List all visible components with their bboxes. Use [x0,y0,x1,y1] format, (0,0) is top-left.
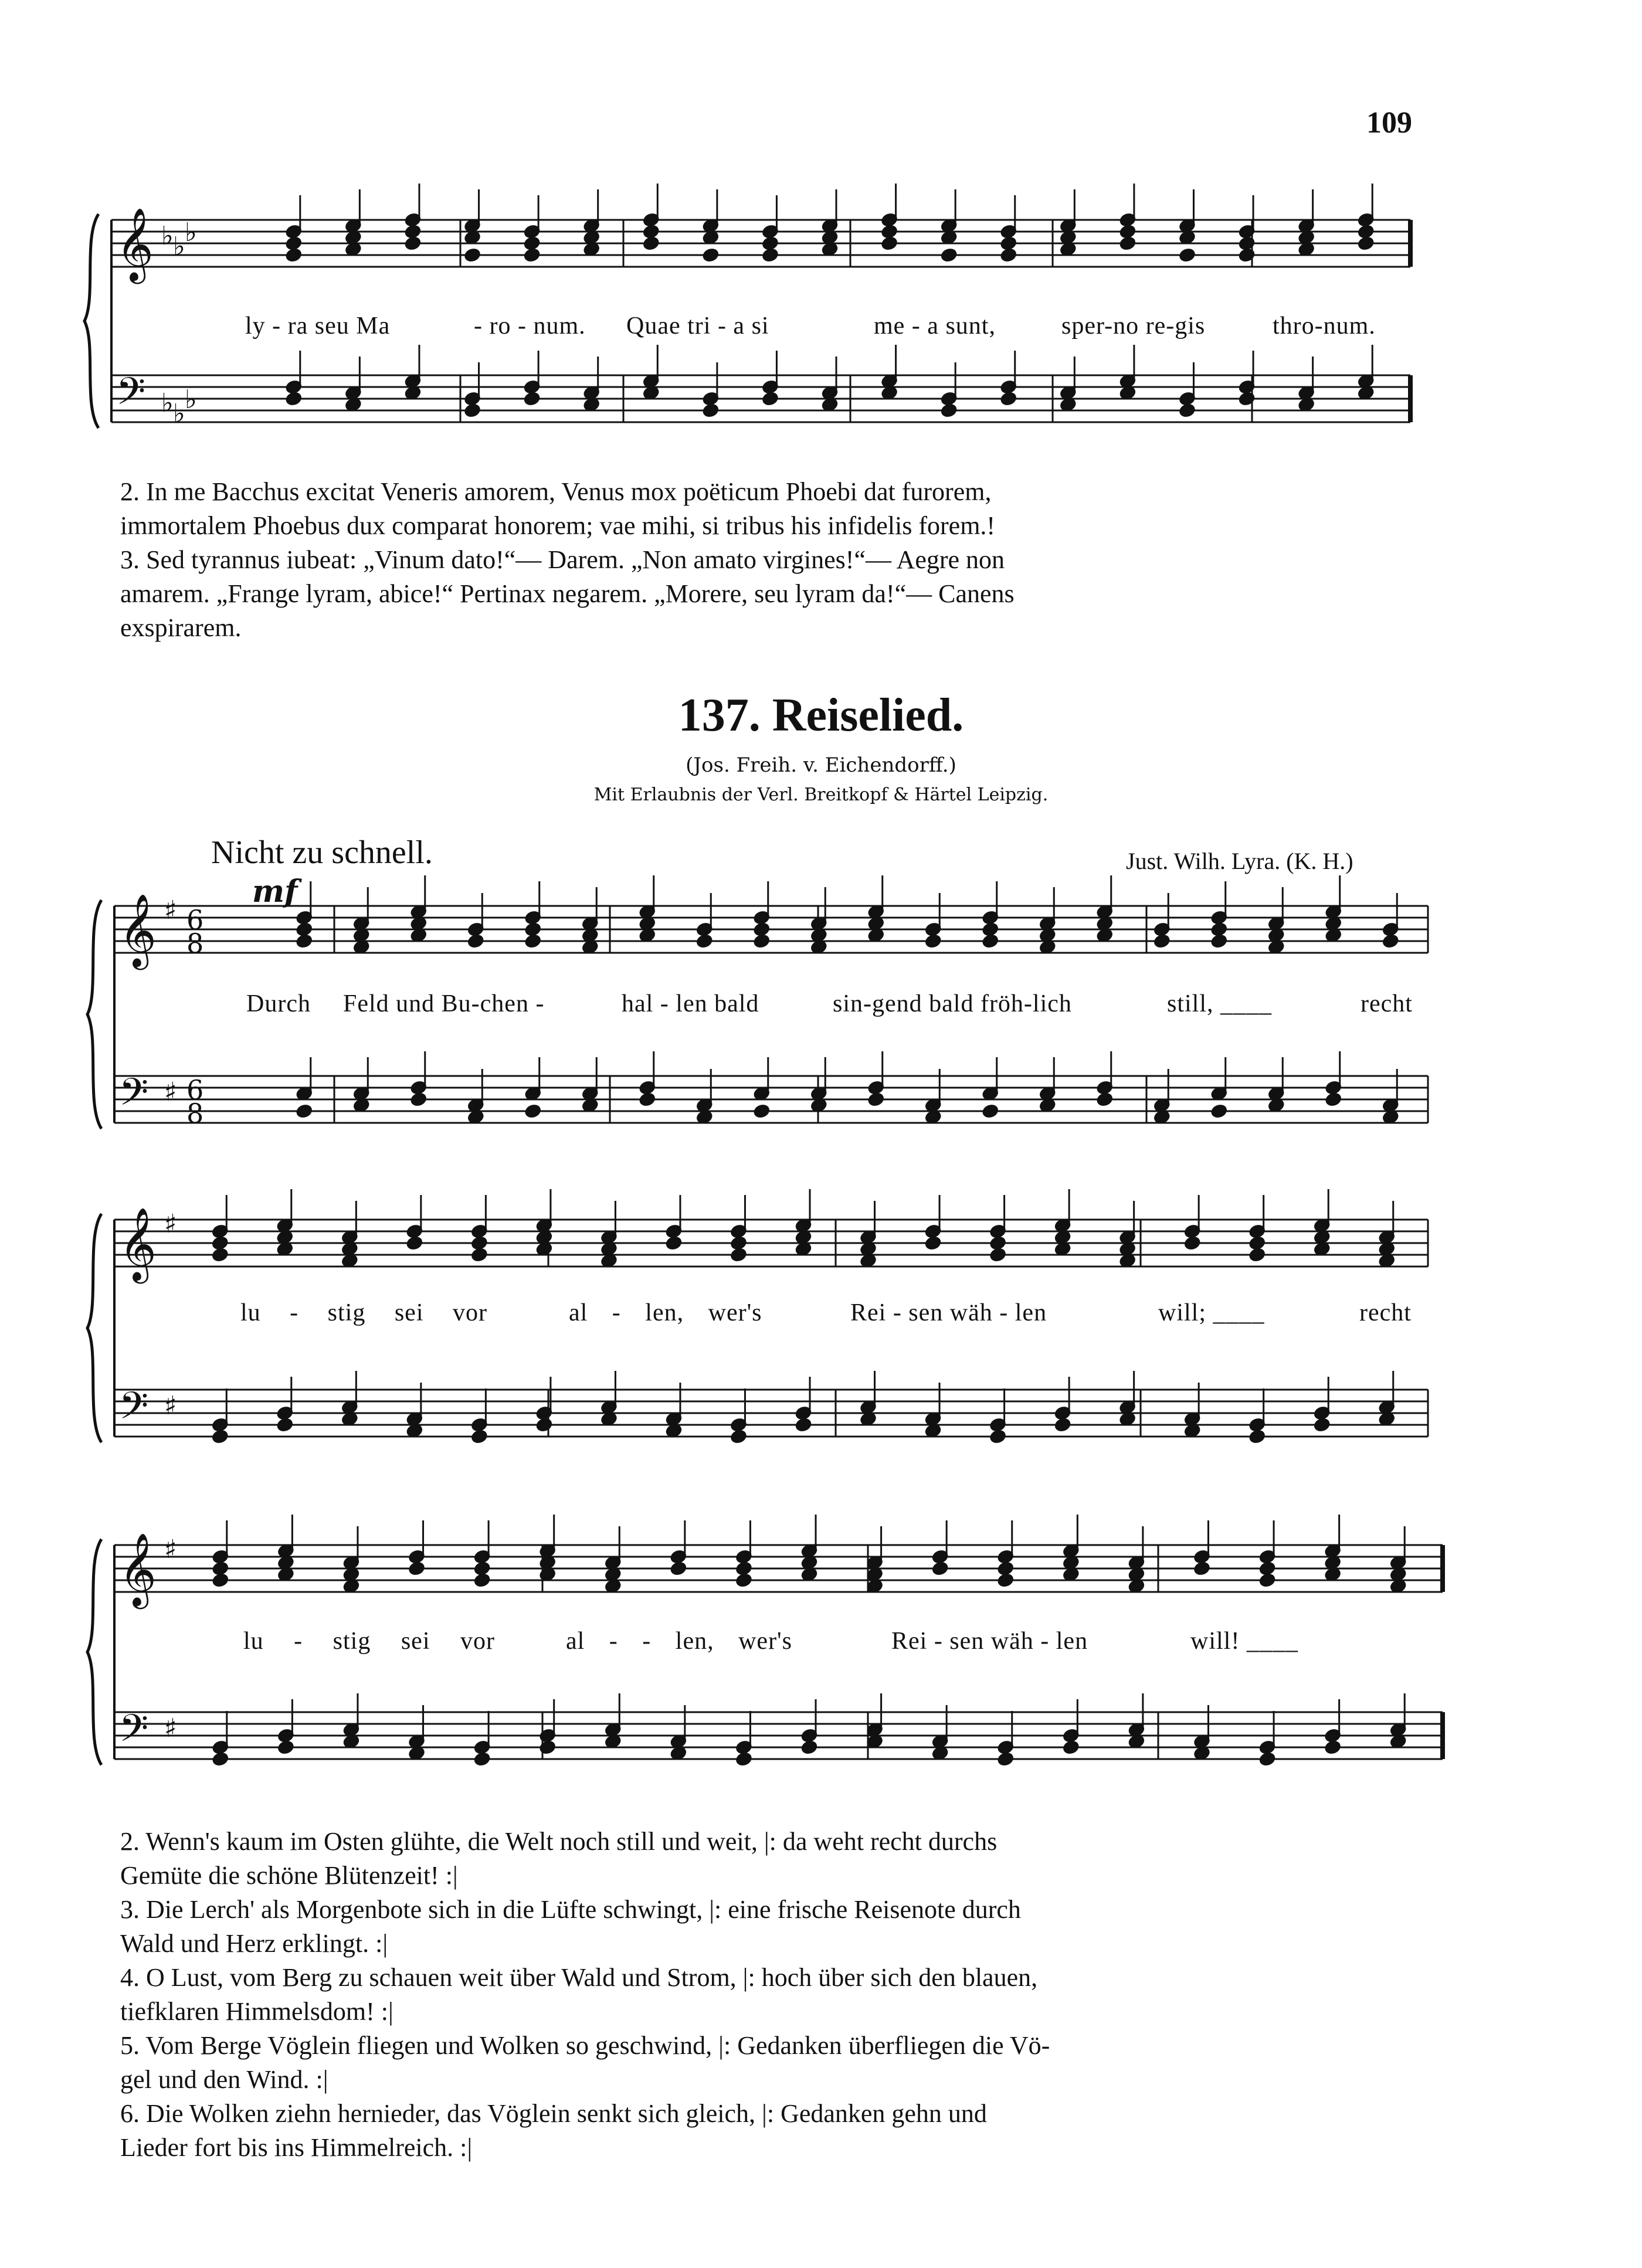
brace [87,900,101,1129]
lyric-prev-3: Quae tri - a si [626,313,769,339]
notehead [1249,1247,1266,1262]
brace [87,1539,101,1765]
notehead [471,1235,488,1250]
notehead [1096,1092,1113,1106]
lyric-prev-2: - ro - num. [474,313,586,339]
lyric-s2-1: lu - stig sei vor [240,1299,487,1326]
prev-verse-line-5: exspirarem. [120,613,242,642]
lyric-s3-1: lu - stig sei vor [243,1628,495,1655]
notehead [1184,1235,1201,1250]
notehead [296,922,313,936]
notehead [1324,1740,1341,1754]
notehead [212,1429,229,1444]
notehead [753,1104,770,1118]
key-flat: ♭ [185,385,197,415]
verse-line-1: 2. Wenn's kaum im Osten glühte, die Welt noch still und weit, |: da weht recht durchs [120,1827,998,1856]
notehead [881,224,898,239]
notehead [1259,1751,1276,1766]
key-sharp: ♯ [164,1534,177,1564]
song-poet: (Jos. Freih. v. Eichendorff.) [686,753,956,777]
notehead [296,1104,313,1118]
notehead [474,1561,491,1576]
notehead [1358,236,1375,250]
lyric-s3-4: will! ____ [1190,1628,1298,1655]
key-sharp: ♯ [164,1209,177,1239]
lyric-s1-3: hal - len bald [622,990,759,1017]
notehead [762,236,779,250]
bass-clef: 𝄢 [119,1071,149,1123]
key-flat: ♭ [173,399,185,429]
notehead [932,1561,949,1576]
notehead [730,1247,747,1262]
notehead [762,391,779,406]
notehead [795,1417,812,1432]
notehead [735,1751,752,1766]
notehead [989,1235,1006,1250]
notehead [405,224,422,239]
notehead [1179,247,1196,262]
key-flat: ♭ [161,221,174,251]
notehead [925,933,942,948]
notehead [989,1247,1006,1262]
notehead [467,933,484,948]
key-sharp: ♯ [164,895,177,925]
key-sharp: ♯ [164,1077,177,1107]
notehead [941,403,958,417]
notehead [941,247,958,262]
prev-verse-line-2: immortalem Phoebus dux comparat honorem; vae mihi, si tribus his infidelis forem.! [120,511,996,540]
notehead [212,1247,229,1262]
notehead [1249,1429,1266,1444]
key-flat: ♭ [173,232,185,262]
notehead [762,247,779,262]
tempo-marking: Nicht zu schnell. [211,834,433,871]
notehead [212,1751,229,1766]
notehead [276,1417,293,1432]
lyric-s2-5: recht [1359,1299,1412,1326]
treble-clef: 𝄞 [119,1207,157,1281]
prev-verse-line-3: 3. Sed tyrannus iubeat: „Vinum dato!“— Darem. „Non amato virgines!“— Aegre non [120,545,1005,574]
notehead [406,1235,423,1250]
notehead [997,1751,1014,1766]
notehead [212,1573,229,1587]
lyric-s3-3: Rei - sen wäh - len [891,1628,1088,1655]
notehead [735,1573,752,1587]
notehead [464,247,481,262]
notehead [524,1104,541,1118]
notehead [1358,224,1375,239]
notehead [536,1417,553,1432]
notehead [464,403,481,417]
notehead [285,391,302,406]
lyric-s2-2: al - len, wer's [569,1299,762,1326]
notehead [702,403,719,417]
key-flat: ♭ [161,388,174,418]
notehead [410,1092,427,1106]
notehead [1210,1104,1227,1118]
lyric-s1-2: Feld und Bu-chen - [343,990,545,1017]
key-sharp: ♯ [164,1391,177,1421]
song-title: 137. Reiselied. [678,690,964,741]
key-sharp: ♯ [164,1713,177,1743]
notehead [696,933,713,948]
notehead [1325,1092,1342,1106]
notehead [702,247,719,262]
verse-line-2: Gemüte die schöne Blütenzeit! :| [120,1861,458,1890]
notehead [1210,933,1227,948]
song-permission: Mit Erlaubnis der Verl. Breitkopf & Härtel Leipzig. [593,785,1049,805]
treble-clef: 𝄞 [119,894,157,967]
notehead [1000,391,1017,406]
notehead [524,236,541,250]
verse-line-6: tiefklaren Himmelsdom! :| [120,1997,393,2026]
notehead [1179,403,1196,417]
time-denominator: 8 [186,928,204,959]
lyric-prev-5: sper-no re-gis [1061,313,1206,339]
bass-clef: 𝄢 [116,370,146,423]
notehead [735,1561,752,1576]
notehead [524,391,541,406]
notehead [801,1740,818,1754]
lyric-s1-4: sin-gend bald fröh-lich [833,990,1072,1017]
brace [87,1214,101,1442]
notehead [730,1429,747,1444]
notehead [285,247,302,262]
notehead [989,1429,1006,1444]
notehead [524,922,541,936]
page-number: 109 [1366,106,1412,140]
verse-line-3: 3. Die Lerch' als Morgenbote sich in die Lüfte schwingt, |: eine frische Reisenote durch [120,1895,1021,1924]
lyric-s1-6: recht [1361,990,1413,1017]
notehead [471,1429,488,1444]
notehead [1259,1573,1276,1587]
lyric-prev-1: ly - ra seu Ma [245,313,391,339]
notehead [666,1235,683,1250]
notehead [212,1235,229,1250]
notehead [1259,1561,1276,1576]
verse-line-7: 5. Vom Berge Vöglein fliegen und Wolken so geschwind, |: Gedanken überfliegen die Vö- [120,2031,1050,2060]
notehead [997,1573,1014,1587]
notehead [1382,933,1399,948]
notehead [474,1751,491,1766]
notehead [1119,224,1136,239]
notehead [639,1092,656,1106]
notehead [471,1247,488,1262]
composer: Just. Wilh. Lyra. (K. H.) [1126,848,1353,874]
notehead [1249,1235,1266,1250]
brace [84,214,99,428]
notehead [982,922,999,936]
notehead [405,236,422,250]
notehead [1119,236,1136,250]
treble-clef: 𝄞 [116,208,154,281]
verse-line-4: Wald und Herz erklingt. :| [120,1929,388,1958]
notehead [524,933,541,948]
notehead [1000,236,1017,250]
treble-clef: 𝄞 [119,1533,157,1606]
notehead [1063,1740,1080,1754]
verse-line-10: Lieder fort bis ins Himmelreich. :| [120,2133,473,2162]
prev-verse-line-4: amarem. „Frange lyram, abice!“ Pertinax negarem. „Morere, seu lyram da!“— Canens [120,579,1015,608]
lyric-s1-1: Durch [246,990,311,1017]
prev-verse-line-1: 2. In me Bacchus excitat Veneris amorem, Venus mox poëticum Phoebi dat furorem, [120,477,992,506]
notehead [277,1740,294,1754]
lyric-prev-6: thro-num. [1273,313,1376,339]
verse-line-8: gel und den Wind. :| [120,2065,328,2094]
notehead [643,236,660,250]
notehead [1000,247,1017,262]
lyric-prev-4: me - a sunt, [874,313,996,339]
notehead [982,1104,999,1118]
dynamic-marking: mf [252,874,298,909]
notehead [997,1561,1014,1576]
bass-clef: 𝄢 [119,1707,149,1760]
notehead [285,236,302,250]
notehead [881,236,898,250]
notehead [670,1561,687,1576]
lyric-s1-5: still, ____ [1167,990,1273,1017]
notehead [524,247,541,262]
notehead [753,933,770,948]
notehead [730,1235,747,1250]
notehead [1210,922,1227,936]
lyric-s2-4: will; ____ [1158,1299,1265,1326]
notehead [296,933,313,948]
time-numerator: 6 [186,904,204,936]
notehead [867,1092,884,1106]
notehead [1054,1417,1071,1432]
time-numerator: 6 [186,1074,204,1106]
verse-line-9: 6. Die Wolken ziehn hernieder, das Vöglein senkt sich gleich, |: Gedanken gehn und [120,2099,987,2128]
key-flat: ♭ [185,218,197,247]
verse-line-5: 4. O Lust, vom Berg zu schauen weit über Wald und Strom, |: hoch über sich den blauen, [120,1963,1038,1992]
notehead [643,224,660,239]
notehead [1314,1417,1331,1432]
notehead [753,922,770,936]
time-denominator: 8 [186,1098,204,1129]
bass-clef: 𝄢 [119,1384,149,1437]
notehead [408,1561,425,1576]
notehead [1154,933,1171,948]
notehead [474,1573,491,1587]
notehead [1193,1561,1210,1576]
lyric-s3-2: al - - len, wer's [566,1628,792,1655]
notehead [212,1561,229,1576]
notehead [982,933,999,948]
notehead [925,1235,942,1250]
lyric-s2-3: Rei - sen wäh - len [850,1299,1047,1326]
